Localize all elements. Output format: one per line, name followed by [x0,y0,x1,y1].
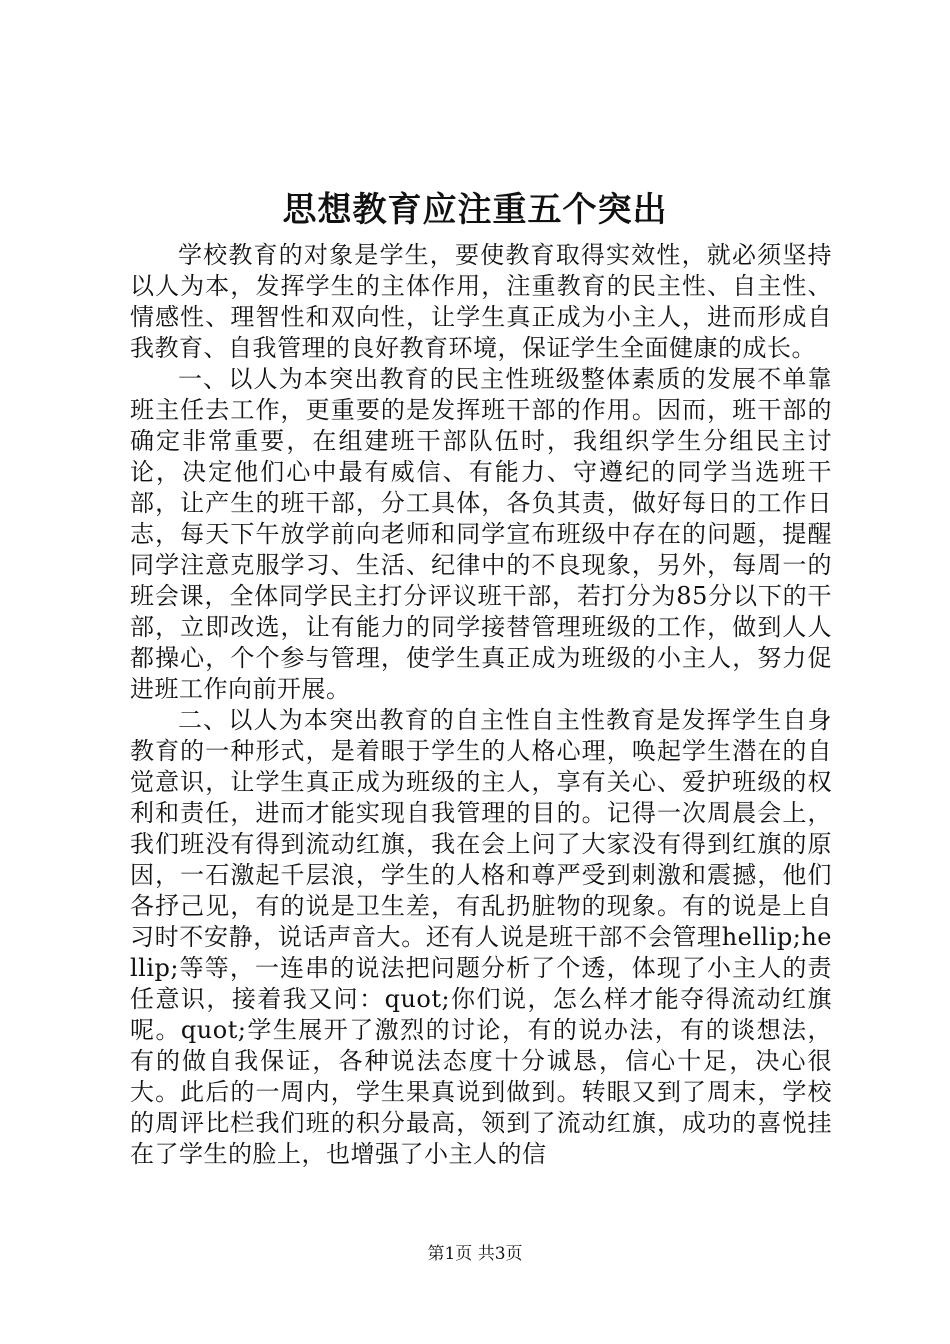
document-body [130,240,832,1170]
document-title: 思想教育应注重五个突出 [282,190,668,230]
page-number-footer: 第1页 共3页 [427,1244,523,1264]
paragraph-autonomy: 二、以人为本突出教育的自主性自主性教育是发挥学生自身教育的一种形式，是着眼于学生的人格心理，唤起学生潜在的自觉意识，让学生真正成为班级的主人，享有关心、爱护班级的权利和责任，进而才能实现自我管理的目的。记得一次周晨会上，我们班没有得到流动红旗，我在会上问了大家没有得到红旗的原因，一石激起千层浪，学生的人格和尊严受到刺激和震撼，他们各抒己见，有的说是卫生差，有乱扔脏物的现象。有的说是上自习时不安静，说话声音大。还有人说是班干部不会管理hellip;hellip;等等，一连串的说法把问题分析了个透，体现了小主人的责任意识，接着我又问：quot;你们说，怎么样才能夺得流动红旗呢。quot;学生展开了激烈的讨论，有的说办法，有的谈想法，有的做自我保证，各种说法态度十分诚恳，信心十足，决心很大。此后的一周内，学生果真说到做到。转眼又到了周末，学校的周评比栏我们班的积分最高，领到了流动红旗，成功的喜悦挂在了学生的脸上，也增强了小主人的信 [130,706,832,1168]
paragraph-intro: 学校教育的对象是学生，要使教育取得实效性，就必须坚持以人为本，发挥学生的主体作用，注重教育的民主性、自主性、情感性、理智性和双向性，让学生真正成为小主人，进而形成自我教育、自我管理的良好教育环境，保证学生全面健康的成长。 [130,241,832,362]
paragraph-democracy: 一、以人为本突出教育的民主性班级整体素质的发展不单靠班主任去工作，更重要的是发挥班干部的作用。因而，班干部的确定非常重要，在组建班干部队伍时，我组织学生分组民主讨论，决定他们心中最有威信、有能力、守遵纪的同学当选班干部，让产生的班干部，分工具体，各负其责，做好每日的工作日志，每天下午放学前向老师和同学宣布班级中存在的问题，提醒同学注意克服学习、生活、纪律中的不良现象，另外，每周一的班会课，全体同学民主打分评议班干部，若打分为85分以下的干部，立即改选，让有能力的同学接替管理班级的工作，做到人人都操心，个个参与管理，使学生真正成为班级的小主人，努力促进班工作向前开展。 [130,365,832,703]
